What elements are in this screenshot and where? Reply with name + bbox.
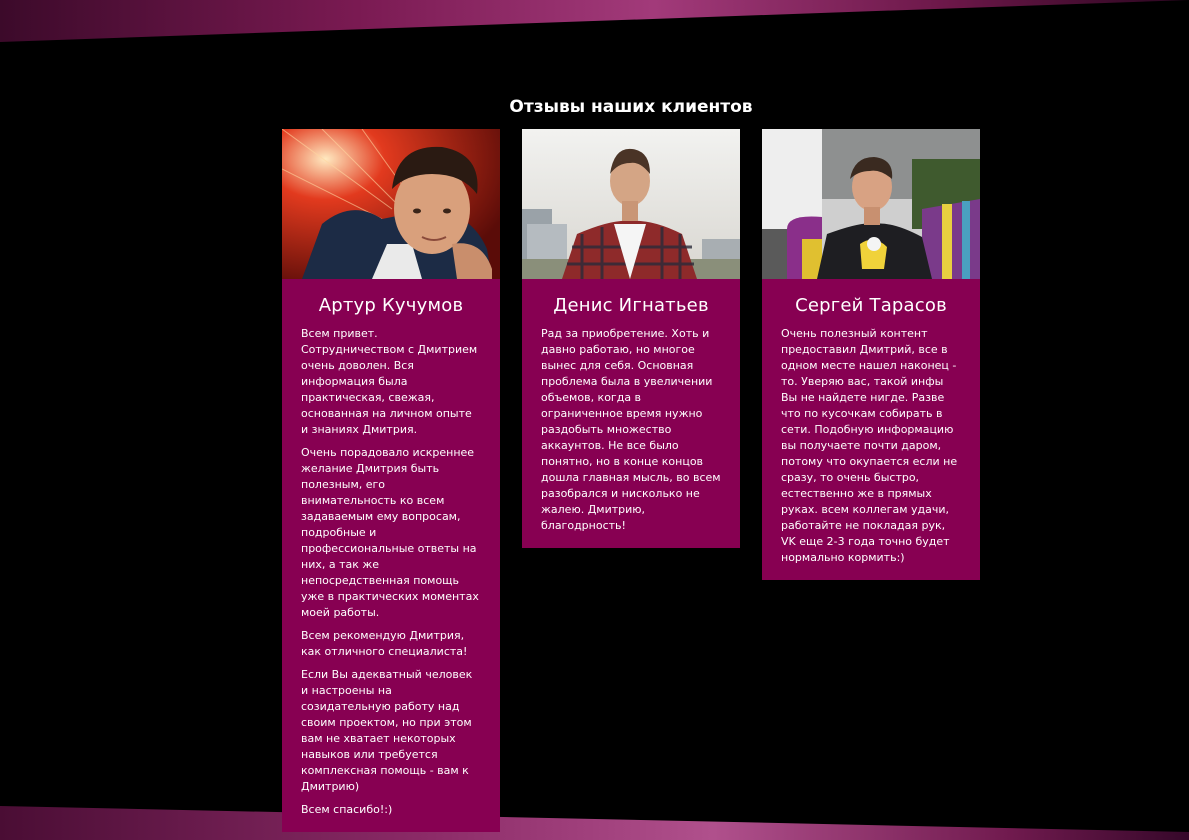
review-paragraph: Если Вы адекватный человек и настроены на созидательную работу над своим проектом, но при этом вам не хватает некоторых навыков или требуется комплексная помощь - вам к Дмитрию) [301, 668, 473, 793]
review-paragraph: Всем привет. Сотрудничеством с Дмитрием очень доволен. Вся информация была практическая, свежая, основанная на личном опыте и знаниях Дмитрия. [301, 327, 478, 436]
avatar-photo-2 [522, 129, 740, 279]
avatar [762, 129, 980, 279]
avatar [282, 129, 500, 279]
review-text [282, 326, 500, 832]
top-decor-band [0, 0, 1189, 42]
testimonial-card [522, 129, 740, 548]
avatar [522, 129, 740, 279]
review-paragraph: Рад за приобретение. Хоть и давно работаю, но многое вынес для себя. Основная проблема была в увеличении объемов, когда в ограниченное время нужно раздобыть множество аккаунтов. Не все было понятно, но в конце концов дошла главная мысль, во всем разобрался и нисколько не жалею. Дмитрию, благодрность! [541, 327, 721, 532]
review-paragraph: Всем спасибо!:) [301, 803, 393, 816]
review-text [522, 326, 740, 548]
review-paragraph: Всем рекомендую Дмитрия, как отличного специалиста! [301, 629, 468, 658]
reviewer-name: Артур Кучумов [318, 295, 464, 316]
avatar-photo-1 [282, 129, 500, 279]
testimonial-card [762, 129, 980, 580]
bottom-decor-band [0, 806, 1189, 840]
review-text [762, 326, 980, 580]
section-title: Отзывы наших клиентов [509, 97, 753, 118]
testimonial-card [282, 129, 500, 832]
reviewer-name: Денис Игнатьев [553, 295, 709, 316]
reviewer-name: Сергей Тарасов [795, 295, 947, 316]
review-paragraph: Очень полезный контент предоставил Дмитрий, все в одном месте нашел наконец - то. Уверяю вас, такой инфы Вы не найдете нигде. Разве что по кусочкам собирать в сети. Подобную информацию вы получаете почти даром, потому что окупается если не сразу, то очень быстро, естественно же в прямых руках. всем коллегам удачи, работайте не покладая рук, VK еще 2-3 года точно будет нормально кормить:) [781, 327, 958, 564]
review-paragraph: Очень порадовало искреннее желание Дмитрия быть полезным, его внимательность ко всем задаваемым ему вопросам, подробные и профессиональные ответы на них, а так же непосредственная помощь уже в практических моментах моей работы. [301, 446, 479, 619]
avatar-photo-3 [762, 129, 980, 279]
